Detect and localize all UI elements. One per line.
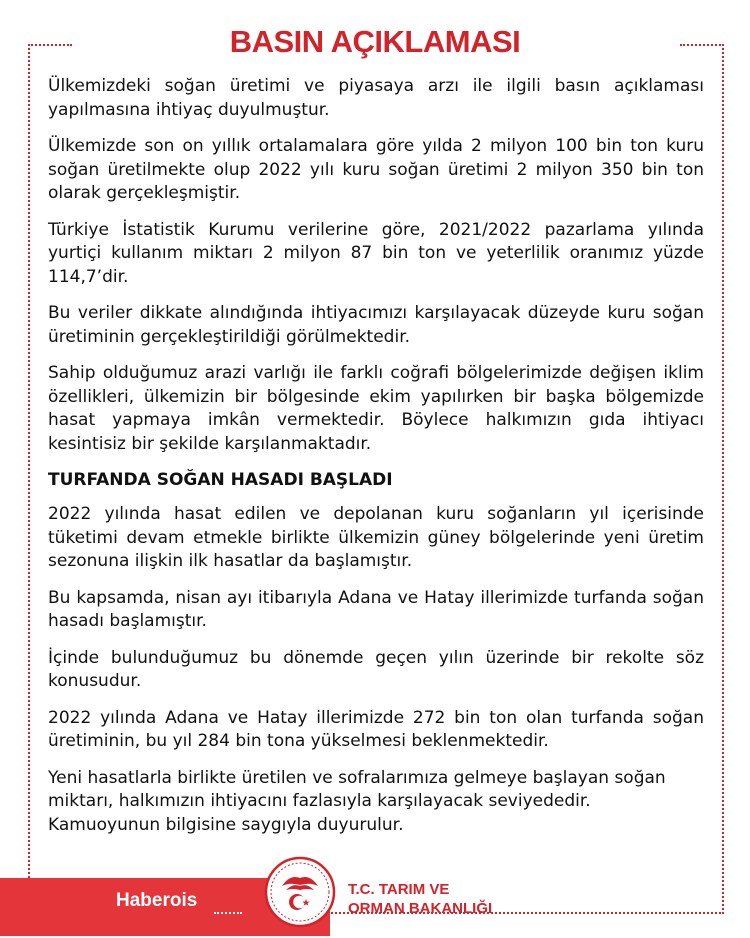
page-title: BASIN AÇIKLAMASI xyxy=(229,24,521,59)
closing-signoff: Kamuoyunun bilgisine saygıyla duyurulur. xyxy=(48,814,404,835)
source-label: Haberois xyxy=(116,890,198,911)
paragraph: Ülkemizde son on yıllık ortalamalara göre yılda 2 milyon 100 bin ton kuru soğan üretilmekte olup 2022 yılı kuru soğan üretimi 2 milyon 350 bin ton olarak gerçekleşmiştir. xyxy=(48,136,704,203)
press-release-body xyxy=(48,75,704,850)
section-heading: TURFANDA SOĞAN HASADI BAŞLADI xyxy=(48,470,393,490)
paragraph: İçinde bulunduğumuz bu dönemde geçen yılın üzerinde bir rekolte söz konusudur. xyxy=(48,647,704,691)
paragraph: Türkiye İstatistik Kurumu verilerine göre, 2021/2022 pazarlama yılında yurtiçi kullanım miktarı 2 milyon 87 bin ton ve yeterlilik oranımız yüzde 114,7’dir. xyxy=(48,219,704,287)
ministry-emblem-icon xyxy=(264,856,336,928)
source-dots xyxy=(214,912,242,914)
paragraph: Ülkemizdeki soğan üretimi ve piyasaya arzı ile ilgili basın açıklaması yapılmasına ihtiyaç duyulmuştur. xyxy=(48,76,704,120)
ministry-line-1: T.C. TARIM VE xyxy=(348,881,450,898)
paragraph: Bu veriler dikkate alındığında ihtiyacımızı karşılayacak düzeyde kuru soğan üretiminin gerçekleştirildiği görülmektedir. xyxy=(48,303,704,347)
ministry-line-2: ORMAN BAKANLIĞI xyxy=(348,900,493,917)
paragraph: 2022 yılında hasat edilen ve depolanan kuru soğanların yıl içerisinde tüketimi devam etmekle birlikte ülkemizin güney bölgelerinde yeni üretim sezonuna ilişkin ilk hasatlar da başlamıştır. xyxy=(48,504,704,571)
ministry-name xyxy=(348,880,492,918)
closing-line: Yeni hasatlarla birlikte üretilen ve sofralarımıza gelmeye başlayan soğan miktarı, halkımızın ihtiyacını fazlasıyla karşılayacak seviyededir. xyxy=(48,767,666,811)
paragraph: Bu kapsamda, nisan ayı itibarıyla Adana ve Hatay illerimizde turfanda soğan hasadı başlamıştır. xyxy=(48,587,704,631)
paragraph: 2022 yılında Adana ve Hatay illerimizde 272 bin ton olan turfanda soğan üretiminin, bu yıl 284 bin tona yükselmesi beklenmektedir. xyxy=(48,707,704,751)
closing-paragraph xyxy=(48,767,704,838)
paragraph: Sahip olduğumuz arazi varlığı ile farklı coğrafi bölgelerimizde değişen iklim özellikleri, ülkemizin bir bölgesinde ekim yapılırken bir başka bölgemizde hasat yapmaya imkân vermektedir. Böylece halkımızın gıda ihtiyacı kesintisiz bir şekilde karşılanmaktadır. xyxy=(48,363,704,454)
